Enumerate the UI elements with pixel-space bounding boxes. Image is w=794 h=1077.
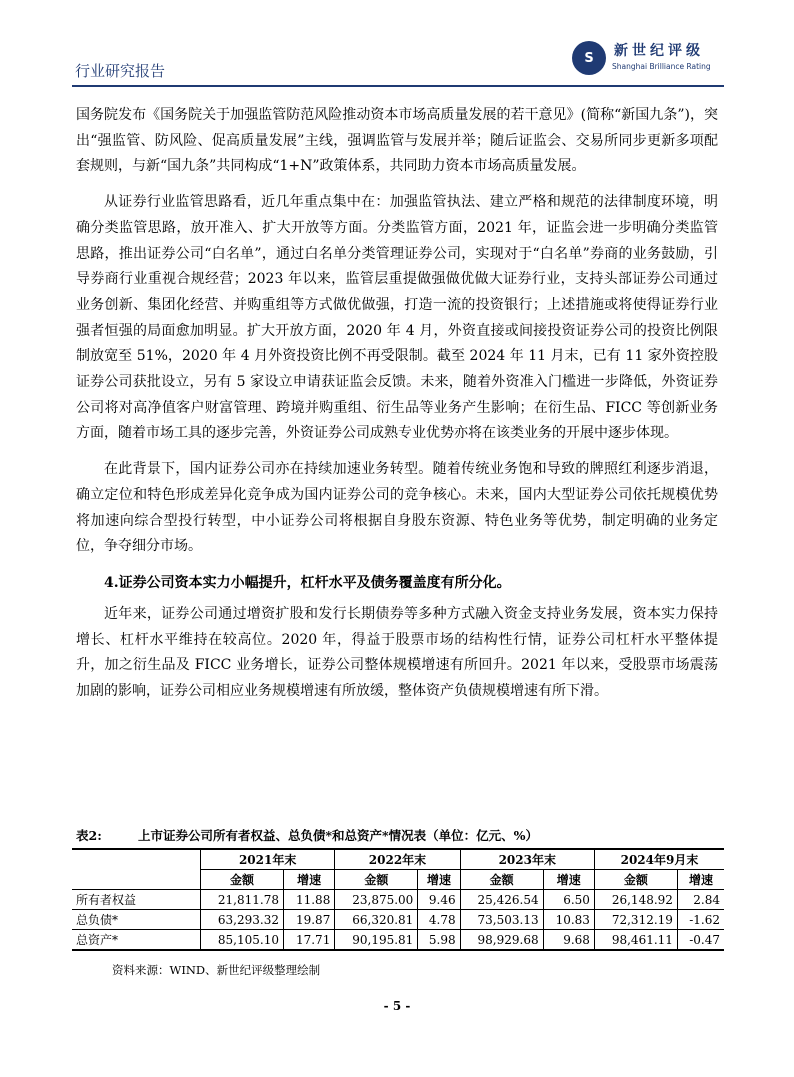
- table-cell: 9.68: [543, 930, 594, 951]
- table-row: [72, 930, 724, 951]
- amount-header: 金额: [460, 870, 543, 890]
- row-label: 总资产*: [72, 930, 201, 951]
- company-logo: [572, 40, 722, 80]
- paragraph-1: 国务院发布《国务院关于加强监管防范风险推动资本市场高质量发展的若干意见》(简称“新国九条”)，突出“强监管、防风险、促高质量发展”主线，强调监管与发展并举；随后证监会、交易所同步更新多项配套规则，与新“国九条”共同构成“1+N”政策体系，共同助力资本市场高质量发展。: [76, 107, 718, 175]
- table-cell: 90,195.81: [335, 930, 418, 951]
- table-cell: 5.98: [418, 930, 460, 951]
- table-title: 上市证券公司所有者权益、总负债*和总资产*情况表（单位：亿元、%）: [138, 828, 538, 843]
- year-header: 2024年9月末: [594, 849, 724, 870]
- table-source-note: 资料来源：WIND、新世纪评级整理绘制: [112, 963, 321, 977]
- table-corner-cell: [72, 849, 201, 890]
- table-cell: 98,929.68: [460, 930, 543, 951]
- header-divider: [72, 85, 724, 87]
- table-caption: [76, 826, 726, 844]
- table-cell: 2.84: [677, 890, 724, 910]
- table-year-header-row: [72, 849, 724, 870]
- table-row: [72, 910, 724, 930]
- paragraph-2: 从证券行业监管思路看，近几年重点集中在：加强监管执法、建立严格和规范的法律制度环境，明确分类监管思路，放开准入、扩大开放等方面。分类监管方面，2021 年，证监会进一步明确分类监管思路，推出证券公司“白名单”，通过白名单分类管理证券公司，实现对于“白名单”券商的业务鼓励，引导券商行业重视合规经营；2023 年以来，监管层重提做强做优做大证券行业，支持头部证券公司通过业务创新、集团化经营、并购重组等方式做优做强，打造一流的投资银行；上述措施或将使得证券行业强者恒强的局面愈加明显。扩大开放方面，2020 年 4 月，外资直接或间接投资证券公司的投资比例限制放宽至 51%，2020 年 4 月外资投资比例不再受限制。截至 2024 年 11 月末，已有 11 家外资控股证券公司获批设立，另有 5 家设立申请获证监会反馈。未来，随着外资准入门槛进一步降低，外资证券公司将对高净值客户财富管理、跨境并购重组、衍生品等业务产生影响；在衍生品、FICC 等创新业务方面，随着市场工具的逐步完善，外资证券公司成熟专业优势亦将在该类业务的开展中逐步体现。: [76, 194, 718, 442]
- capital-table: [72, 848, 724, 951]
- report-category-title: 行业研究报告: [75, 62, 166, 80]
- table-cell: 17.71: [283, 930, 334, 951]
- amount-header: 金额: [594, 870, 677, 890]
- amount-header: 金额: [335, 870, 418, 890]
- table-cell: 72,312.19: [594, 910, 677, 930]
- table-cell: -0.47: [677, 930, 724, 951]
- growth-header: 增速: [283, 870, 334, 890]
- growth-header: 增速: [418, 870, 460, 890]
- section-heading: 4.证券公司资本实力小幅提升，杠杆水平及债务覆盖度有所分化。: [104, 574, 511, 591]
- year-header: 2021年末: [201, 849, 335, 870]
- table-cell: -1.62: [677, 910, 724, 930]
- table-number: 表2:: [76, 828, 102, 843]
- table-cell: 85,105.10: [201, 930, 284, 951]
- logo-chinese-name: 新世纪评级: [614, 43, 704, 59]
- logo-english-name: Shanghai Brilliance Rating: [612, 62, 711, 71]
- year-header: 2022年末: [335, 849, 460, 870]
- table-cell: 9.46: [418, 890, 460, 910]
- table-cell: 98,461.11: [594, 930, 677, 951]
- table-cell: 26,148.92: [594, 890, 677, 910]
- table-cell: 63,293.32: [201, 910, 284, 930]
- table-cell: 19.87: [283, 910, 334, 930]
- amount-header: 金额: [201, 870, 284, 890]
- growth-header: 增速: [677, 870, 724, 890]
- table-cell: 10.83: [543, 910, 594, 930]
- main-content: [76, 103, 718, 715]
- page-number: - 5 -: [383, 999, 411, 1013]
- year-header: 2023年末: [460, 849, 594, 870]
- logo-emblem-icon: S: [572, 41, 606, 75]
- growth-header: 增速: [543, 870, 594, 890]
- row-label: 所有者权益: [72, 890, 201, 910]
- row-label: 总负债*: [72, 910, 201, 930]
- table-cell: 66,320.81: [335, 910, 418, 930]
- table-cell: 21,811.78: [201, 890, 284, 910]
- table-cell: 11.88: [283, 890, 334, 910]
- table-cell: 23,875.00: [335, 890, 418, 910]
- table-cell: 4.78: [418, 910, 460, 930]
- table-cell: 73,503.13: [460, 910, 543, 930]
- table-cell: 25,426.54: [460, 890, 543, 910]
- paragraph-3: 在此背景下，国内证券公司亦在持续加速业务转型。随着传统业务饱和导致的牌照红利逐步消退，确立定位和特色形成差异化竞争成为国内证券公司的竞争核心。未来，国内大型证券公司依托规模优势将加速向综合型投行转型，中小证券公司将根据自身股东资源、特色业务等优势，制定明确的业务定位，争夺细分市场。: [76, 461, 718, 555]
- table-cell: 6.50: [543, 890, 594, 910]
- paragraph-4: 近年来，证券公司通过增资扩股和发行长期债券等多种方式融入资金支持业务发展，资本实力保持增长、杠杆水平维持在较高位。2020 年，得益于股票市场的结构性行情，证券公司杠杆水平整体提升，加之衍生品及 FICC 业务增长，证券公司整体规模增速有所回升。2021 年以来，受股票市场震荡加剧的影响，证券公司相应业务规模增速有所放缓，整体资产负债规模增速有所下滑。: [76, 605, 718, 700]
- table-row: [72, 890, 724, 910]
